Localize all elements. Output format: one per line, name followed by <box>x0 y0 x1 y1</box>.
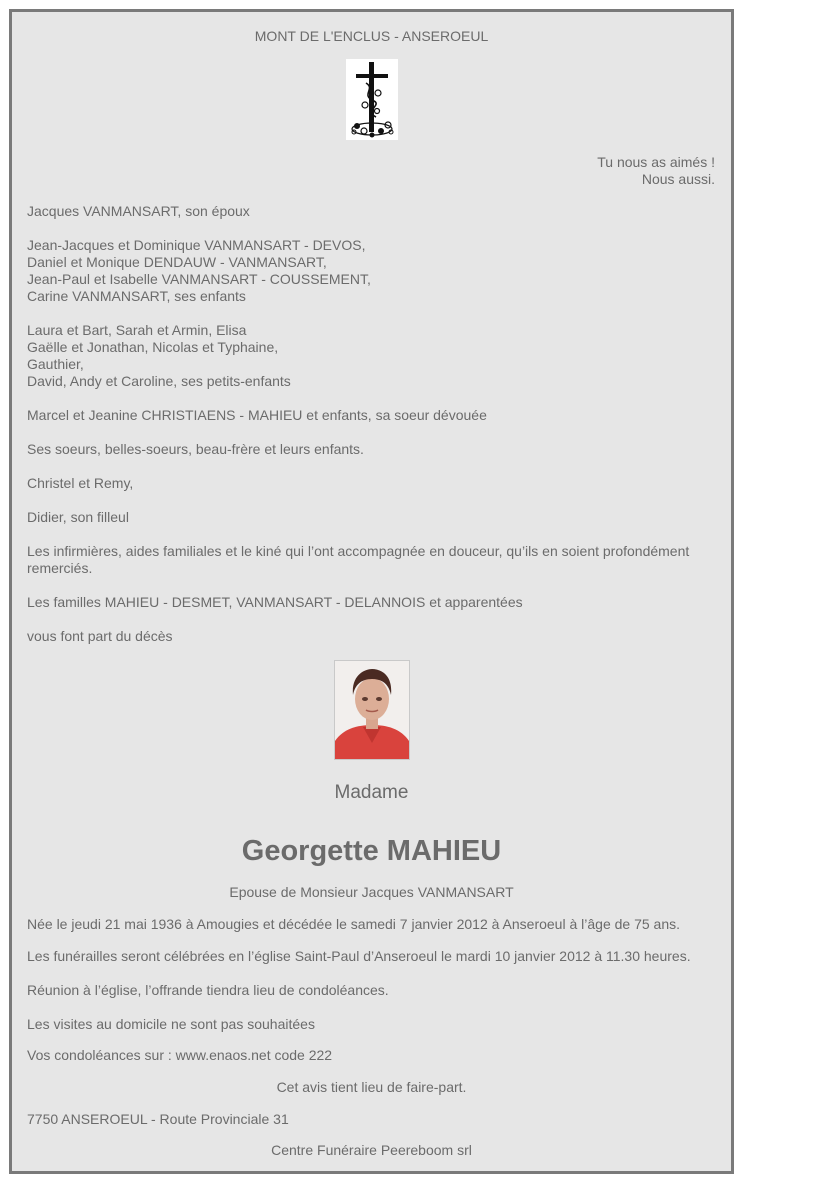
address-line: 7750 ANSEROEUL - Route Provinciale 31 <box>27 1111 289 1127</box>
children-line: Daniel et Monique DENDAUW - VANMANSART, <box>27 254 327 270</box>
announcement-line: vous font part du décès <box>27 628 173 644</box>
deceased-relation: Epouse de Monsieur Jacques VANMANSART <box>229 884 514 900</box>
obituary-card <box>9 9 734 1174</box>
visits-line: Les visites au domicile ne sont pas souhaitées <box>27 1016 315 1032</box>
birth-death-line: Née le jeudi 21 mai 1936 à Amougies et décédée le samedi 7 janvier 2012 à Anseroeul à l’âge de 75 ans. <box>27 916 681 932</box>
location-header: MONT DE L'ENCLUS - ANSEROEUL <box>254 28 489 44</box>
spouse-line: Jacques VANMANSART, son époux <box>27 203 250 219</box>
cross-with-flowers-icon <box>346 59 398 140</box>
siblings-line: Ses soeurs, belles-soeurs, beau-frère et leurs enfants. <box>27 441 364 457</box>
children-line: Carine VANMANSART, ses enfants <box>27 288 246 304</box>
grandchildren-line: Gauthier, <box>27 356 84 372</box>
grandchildren-line: Gaëlle et Jonathan, Nicolas et Typhaine, <box>27 339 279 355</box>
nurses-line-1: Les infirmières, aides familiales et le kiné qui l’ont accompagnée en douceur, qu’ils en soient profondément <box>27 543 690 559</box>
quote-line-1: Tu nous as aimés ! <box>597 154 715 170</box>
quote-line-2: Nous aussi. <box>641 171 715 187</box>
friends-line: Christel et Remy, <box>27 475 134 491</box>
condolences-line: Vos condoléances sur : www.enaos.net code 222 <box>27 1047 333 1063</box>
families-line: Les familles MAHIEU - DESMET, VANMANSART - DELANNOIS et apparentées <box>27 594 523 610</box>
sister-line: Marcel et Jeanine CHRISTIAENS - MAHIEU et enfants, sa soeur dévouée <box>27 407 487 423</box>
godson-line: Didier, son filleul <box>27 509 129 525</box>
grandchildren-line: David, Andy et Caroline, ses petits-enfants <box>27 373 291 389</box>
deceased-name: Georgette MAHIEU <box>241 835 502 867</box>
funeral-home-line: Centre Funéraire Peereboom srl <box>271 1142 472 1158</box>
funeral-line: Les funérailles seront célébrées en l’église Saint-Paul d’Anseroeul le mardi 10 janvier 2012 à 11.30 heures. <box>27 948 691 964</box>
deceased-title: Madame <box>334 782 409 803</box>
children-line: Jean-Paul et Isabelle VANMANSART - COUSSEMENT, <box>27 271 371 287</box>
grandchildren-line: Laura et Bart, Sarah et Armin, Elisa <box>27 322 247 338</box>
nurses-line-2: remerciés. <box>27 560 93 576</box>
notice-line: Cet avis tient lieu de faire-part. <box>276 1079 467 1095</box>
reunion-line: Réunion à l’église, l’offrande tiendra lieu de condoléances. <box>27 982 389 998</box>
portrait-photo <box>334 660 410 760</box>
children-line: Jean-Jacques et Dominique VANMANSART - DEVOS, <box>27 237 366 253</box>
